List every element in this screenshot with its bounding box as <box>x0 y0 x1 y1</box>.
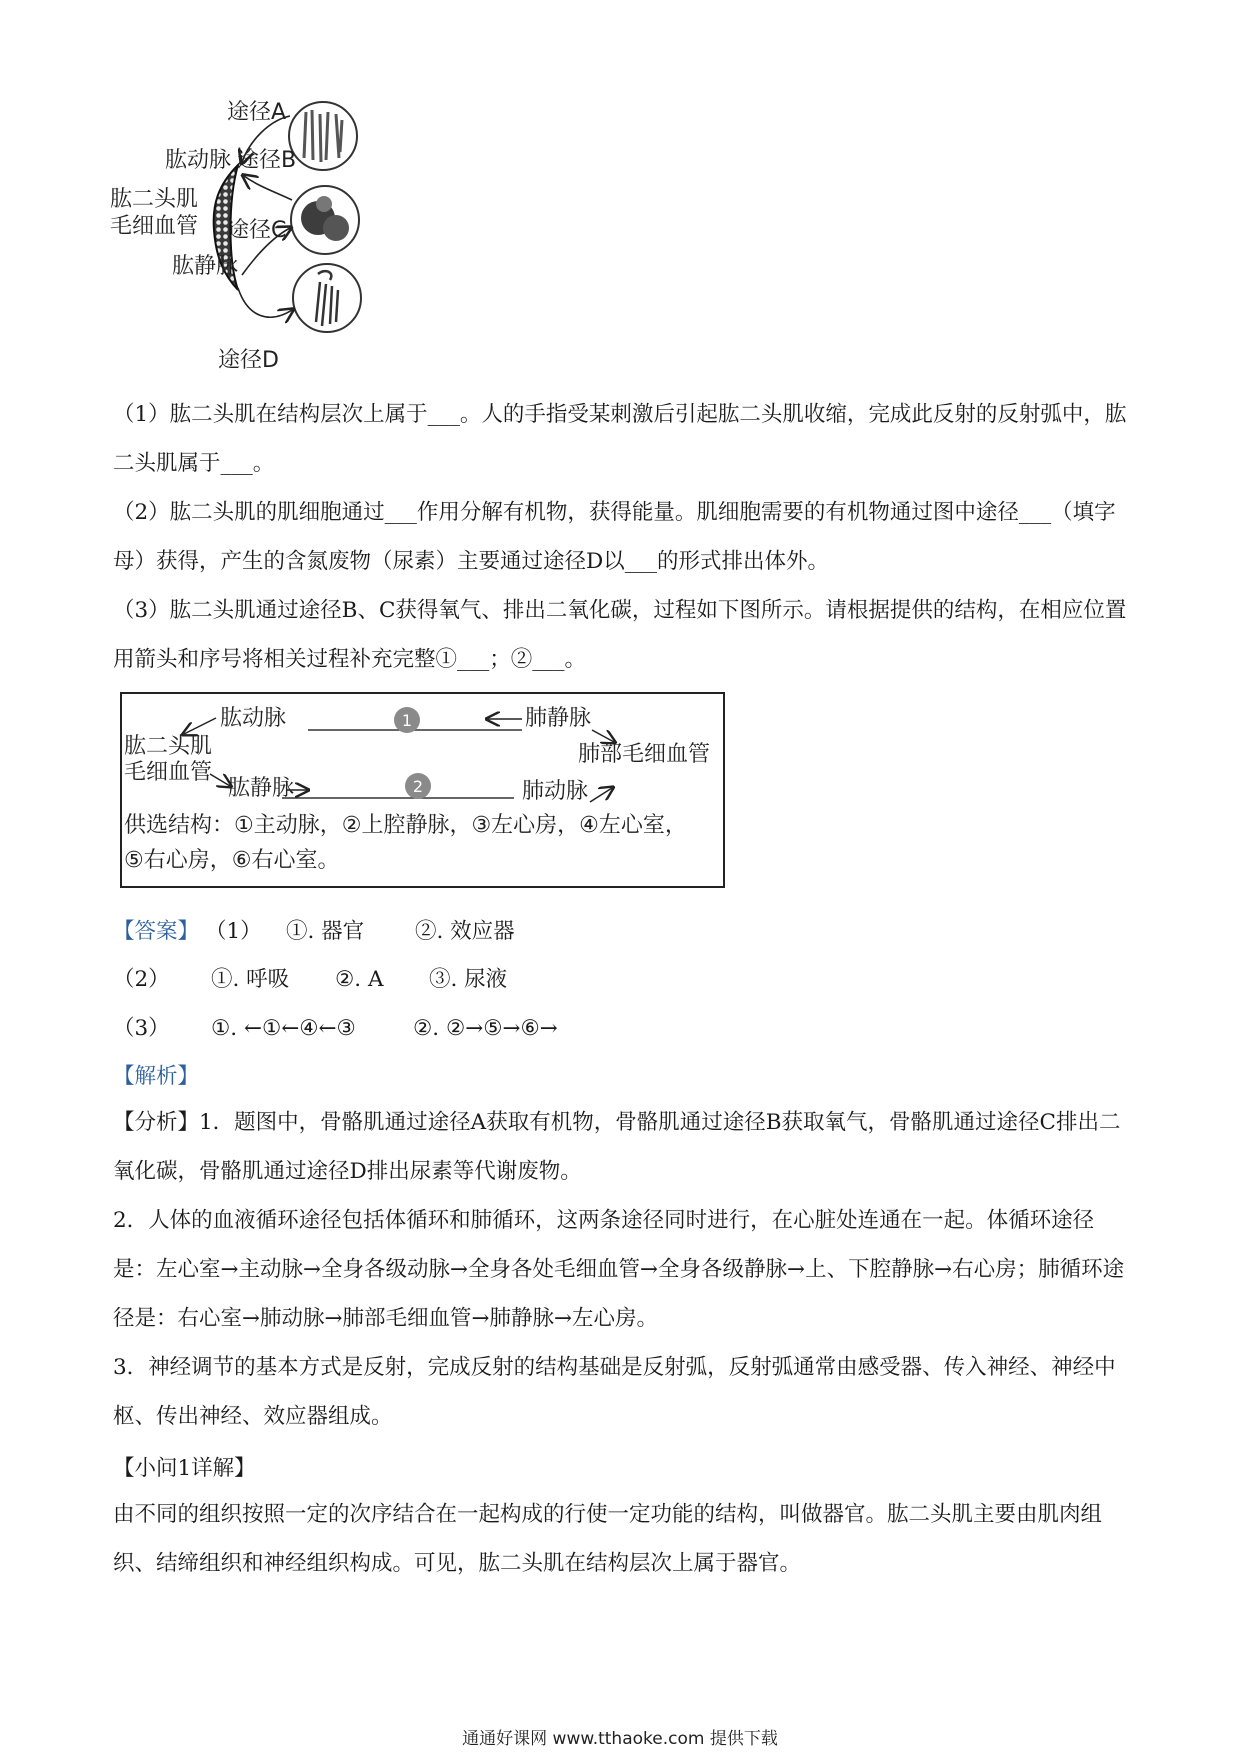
question-3: （3）肱二头肌通过途径B、C获得氧气、排出二氧化碳，过程如下图所示。请根据提供的结构，在相应位置用箭头和序号将相关过程补充完整①___；②___。 <box>113 598 1127 672</box>
label-vein: 肱静脉 <box>172 254 239 279</box>
answer-2-c: ③. 尿液 <box>429 967 508 992</box>
label-path-d: 途径D <box>218 348 279 373</box>
fig2-pulm-artery: 肺动脉 <box>522 779 589 804</box>
answer-label: 【答案】 <box>113 919 200 944</box>
answer-3-a: ①. ←①←④←③ <box>211 1016 356 1041</box>
sub1-text: 由不同的组织按照一定的次序结合在一起构成的行使一定功能的结构，叫做器官。肱二头肌主要由肌肉组织、结缔组织和神经组织构成。可见，肱二头肌在结构层次上属于器官。 <box>113 1502 1103 1576</box>
label-path-c: 途径C <box>227 218 287 243</box>
intestine-villi-circle <box>289 102 357 170</box>
sub1-title: 【小问1详解】 <box>113 1456 256 1481</box>
answer-1-num: （1） <box>205 919 262 944</box>
analysis-label: 【解析】 <box>113 1064 200 1089</box>
label-capillary-2: 毛细血管 <box>110 214 199 239</box>
answer-2-b: ②. A <box>335 967 384 992</box>
arrow-biceps-to-vein <box>210 774 230 786</box>
answer-1-a: ①. 器官 <box>286 919 365 944</box>
fig2-biceps-2: 毛细血管 <box>124 760 213 785</box>
answer-3-num: （3） <box>113 1016 170 1041</box>
label-capillary-1: 肱二头肌 <box>110 187 199 212</box>
figure-circulation-box <box>120 692 725 888</box>
answer-1-b: ②. 效应器 <box>415 919 515 944</box>
fig2-artery: 肱动脉 <box>220 706 287 731</box>
fig2-lung-capillary: 肺部毛细血管 <box>578 742 711 767</box>
footer: 通通好课网 www.tthaoke.com 提供下载 <box>462 1729 778 1749</box>
question-2: （2）肱二头肌的肌细胞通过___作用分解有机物，获得能量。肌细胞需要的有机物通过图中途径___（填字母）获得，产生的含氮废物（尿素）主要通过途径D以___的形式排出体外。 <box>113 500 1116 574</box>
answer-3-b: ②. ②→⑤→⑥→ <box>413 1016 558 1041</box>
circle-2-text: 2 <box>412 777 424 796</box>
analysis-p2: 2．人体的血液循环途径包括体循环和肺循环，这两条途径同时进行，在心脏处连通在一起。体循环途径是：左心室→主动脉→全身各级动脉→全身各处毛细血管→全身各级静脉→上、下腔静脉→右心房；肺循环途径是：右心室→肺动脉→肺部毛细血管→肺静脉→左心房。 <box>113 1208 1125 1331</box>
arrow-to-pulm-vein <box>592 730 614 742</box>
label-path-a: 途径A <box>227 100 287 125</box>
label-path-b: 途径B <box>237 148 297 173</box>
answer-2-num: （2） <box>113 967 170 992</box>
path-b-arrow <box>244 176 292 200</box>
label-artery: 肱动脉 <box>165 148 232 173</box>
arrow-pulm-artery-up <box>590 788 612 802</box>
question-1: （1）肱二头肌在结构层次上属于___。人的手指受某刺激后引起肱二头肌收缩，完成此反射的反射弧中，肱二头肌属于___。 <box>113 402 1127 476</box>
answer-2-a: ①. 呼吸 <box>211 967 290 992</box>
fig2-options-1: 供选结构：①主动脉，②上腔静脉，③左心房，④左心室， <box>124 813 687 838</box>
nephron-circle <box>293 264 361 332</box>
path-d-arrow <box>238 288 292 317</box>
fig2-vein: 肱静脉 <box>228 776 295 801</box>
fig2-pulm-vein: 肺静脉 <box>525 706 592 731</box>
analysis-p3: 3．神经调节的基本方式是反射，完成反射的结构基础是反射弧，反射弧通常由感受器、传入神经、神经中枢、传出神经、效应器组成。 <box>113 1355 1116 1429</box>
fig2-options-2: ⑤右心房，⑥右心室。 <box>124 848 340 873</box>
analysis-p1: 【分析】1．题图中，骨骼肌通过途径A获取有机物，骨骼肌通过途径B获取氧气，骨骼肌通过途径C排出二氧化碳，骨骼肌通过途径D排出尿素等代谢废物。 <box>113 1110 1121 1184</box>
figure-pathways <box>110 100 430 385</box>
arrow-artery-to-biceps <box>184 718 216 734</box>
circle-1-text: 1 <box>401 711 413 730</box>
fig2-biceps-1: 肱二头肌 <box>124 734 213 759</box>
